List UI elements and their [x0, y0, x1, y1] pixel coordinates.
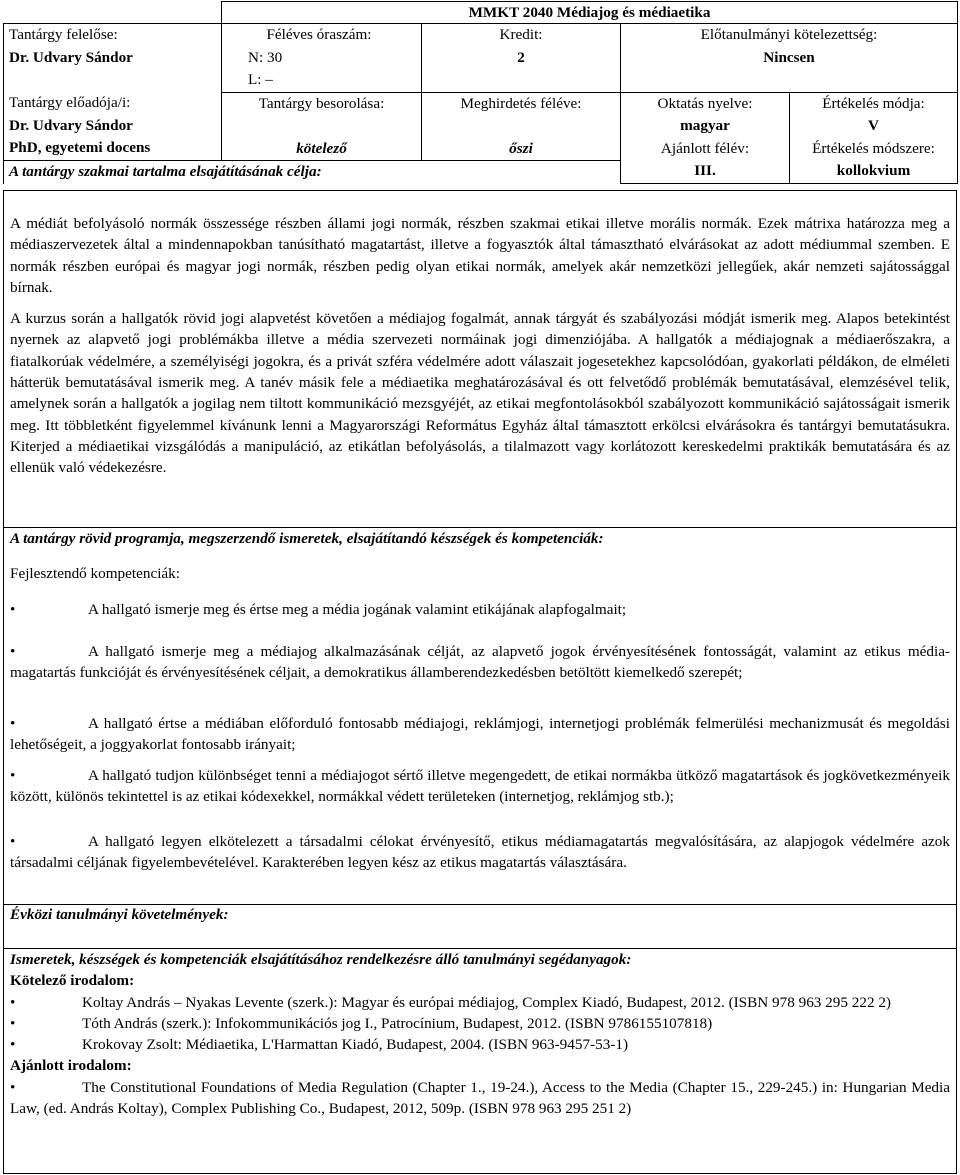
kotelezo-item: • Koltay András – Nyakas Levente (szerk.): Magyar és európai médiajog, Complex Kiadó, Budapest, 2012. (ISBN 978 963 295 222 2) [10, 992, 950, 1013]
ertekeles-modszer-value: kollokvium [836, 162, 911, 179]
kredit-value: 2 [517, 48, 525, 66]
meghirdetes-label: Meghirdetés féléve: [460, 94, 582, 112]
oraszam-label: Féléves óraszám: [266, 26, 372, 43]
eloado-label: Tantárgy előadója/i: [9, 94, 131, 111]
evkozi-heading: Évközi tanulmányi követelmények: [10, 906, 229, 923]
eloado-name: Dr. Udvary Sándor [9, 116, 133, 134]
elotanulmany-value: Nincsen [763, 48, 815, 66]
ertekeles-mod-label: Értékelés módja: [822, 94, 925, 112]
fejlesztendo-label: Fejlesztendő kompetenciák: [10, 565, 180, 583]
ertekeles-modszer-label: Értékelés módszere: [812, 139, 935, 157]
cel-heading: A tantárgy szakmai tartalma elsajátításának célja: [4, 161, 621, 184]
ajanlott-felev-value: III. [694, 162, 716, 179]
besorolas-label: Tantárgy besorolása: [258, 94, 385, 112]
eloado-title: PhD, egyetemi docens [9, 139, 151, 156]
ajanlott-irodalom-label: Ajánlott irodalom: [10, 1057, 132, 1075]
bullet-icon: • [10, 767, 16, 784]
bullet-icon: • [10, 643, 16, 660]
kotelezo-item: • Tóth András (szerk.): Infokommunikációs jog I., Patrocínium, Budapest, 2012. (ISBN 9786155107818) [10, 1013, 950, 1034]
nyelv-label: Oktatás nyelve: [657, 94, 753, 112]
program-heading: A tantárgy rövid programja, megszerzendő ismeretek, elsajátítandó készségek és kompetenciák: [10, 530, 604, 547]
ertekeles-mod-value: V [868, 117, 879, 134]
meghirdetes-value: őszi [509, 139, 533, 157]
course-body [3, 190, 957, 1174]
bullet-icon: • [10, 1078, 16, 1096]
competency-item: • A hallgató értse a médiában előforduló fontosabb médiajogi, reklámjogi, internetjogi problémák felmerülési mechanizmusát és megoldási lehetőségeit, a joggyakorlat fontosabb irányait; [10, 715, 950, 754]
oraszam-n: N: 30 [248, 48, 283, 66]
bullet-icon: • [10, 993, 16, 1011]
course-title: MMKT 2040 Médiajog és médiaetika [222, 2, 958, 24]
competency-item: • A hallgató tudjon különbséget tenni a médiajogot sértő illetve megengedett, de etikai normákba ütköző magatartások és jogkövetkezményeik között, különös tekintettel is az etikai kódexekkel, normákkal védett területeken (internetjog, reklámjog stb.); [10, 767, 950, 806]
bullet-icon: • [10, 833, 16, 850]
segedanyag-heading: Ismeretek, készségek és kompetenciák elsajátításához rendelkezésre álló tanulmányi segédanyagok: [10, 951, 632, 968]
ajanlott-item: • The Constitutional Foundations of Media Regulation (Chapter 1., 19-24.), Access to the Media (Chapter 15., 229-245.) in: Hungarian Media Law, (ed. András Koltay), Complex Publishing Co., Budapest, 2012, 509p. (ISBN 978 963 295 251 2) [10, 1078, 950, 1118]
kotelezo-item: • Krokovay Zsolt: Médiaetika, L'Harmattan Kiadó, Budapest, 2004. (ISBN 963-9457-53-1) [10, 1034, 950, 1055]
bullet-icon: • [10, 715, 16, 732]
bullet-icon: • [10, 601, 16, 618]
bullet-icon: • [10, 1036, 16, 1054]
oraszam-l: L: – [248, 71, 273, 88]
felelos-label: Tantárgy felelőse: [9, 26, 118, 43]
bullet-icon: • [10, 1014, 16, 1032]
kredit-label: Kredit: [499, 26, 543, 43]
besorolas-value: kötelező [296, 139, 347, 157]
cel-paragraph-2: A kurzus során a hallgatók rövid jogi alapvetést követően a médiajog fogalmát, annak tárgyát és szabályozási módját ismerik meg. Alapos betekintést nyernek az alapvető jogi problémákba illetve a média szervezeti normáinak jogi dimenziójába. A hallgatók a médiajognak a médiaerőszakra, a fiatalkorúak védelmére, a személyiségi jogokra, és a privát szféra védelmére adott válaszait jogesetekhez kapcsolódóan, gyakorlati példákon, de elméleti hátterük bemutatásával ismerik meg. A tanév másik fele a médiaetika meghatározásával és ott felvetődő problémák bemutatásával, elemzésével telik, amelynek során a hallgatók a jogilag nem tiltott kommunikáció mezsgyéjét, az etikai megfontolásokból szabályozott kommunikáció sajátosságait ismerik meg. Itt többletként figyelemmel kívánunk lenni a Magyarországi Református Egyház által támasztott erkölcsi elvárásokra és tantárgyi bemutatásukra. Kiterjed a médiaetikai vizsgálódás a manipuláció, az etikátlan befolyásolás, a tilalmazott vagy korlátozott kereskedelmi praktikák bemutatására és az ellenük való védekezésre. [10, 310, 950, 477]
elotanulmany-label: Előtanulmányi kötelezettség: [700, 26, 878, 43]
kotelezo-label: Kötelező irodalom: [10, 972, 135, 990]
cel-paragraph-1: A médiát befolyásoló normák összessége részben állami jogi normák, részben szakmai etikai illetve morális normák. Ezek mátrixa határozza meg a médiaszervezetek által a mindennapokban tanúsítható magatartást, illetve a fogyasztók által támasztható elvárásokat az adott médiummal szemben. E normák részben európai és magyar jogi normák, részben pedig olyan etikai normák, amelyek akár nemzetközi jellegűek, akár nemzeti sajátossággal bírnak. [10, 215, 950, 296]
competency-item: • A hallgató ismerje meg a médiajog alkalmazásának célját, az alapvető jogok érvényesítésének fontosságát, valamint az etikus média-magatartás funkcióját és érvényesítésének céljait, a demokratikus államberendezkedésben betöltött kiemelkedő szerepét; [10, 643, 950, 682]
competency-item: • A hallgató ismerje meg és értse meg a média jogának valamint etikájának alapfogalmait; [10, 599, 950, 620]
nyelv-value: magyar [680, 117, 730, 134]
felelos-name: Dr. Udvary Sándor [9, 48, 133, 66]
competency-item: • A hallgató legyen elkötelezett a társadalmi célokat érvényesítő, etikus médiamagatartás megvalósítására, az alapjogok védelmére azok társadalmi céljának figyelembevételével. Karakterében legyen kész az etikus magatartás választására. [10, 833, 950, 872]
ajanlott-felev-label: Ajánlott félév: [660, 139, 750, 157]
course-header-table [3, 1, 958, 184]
